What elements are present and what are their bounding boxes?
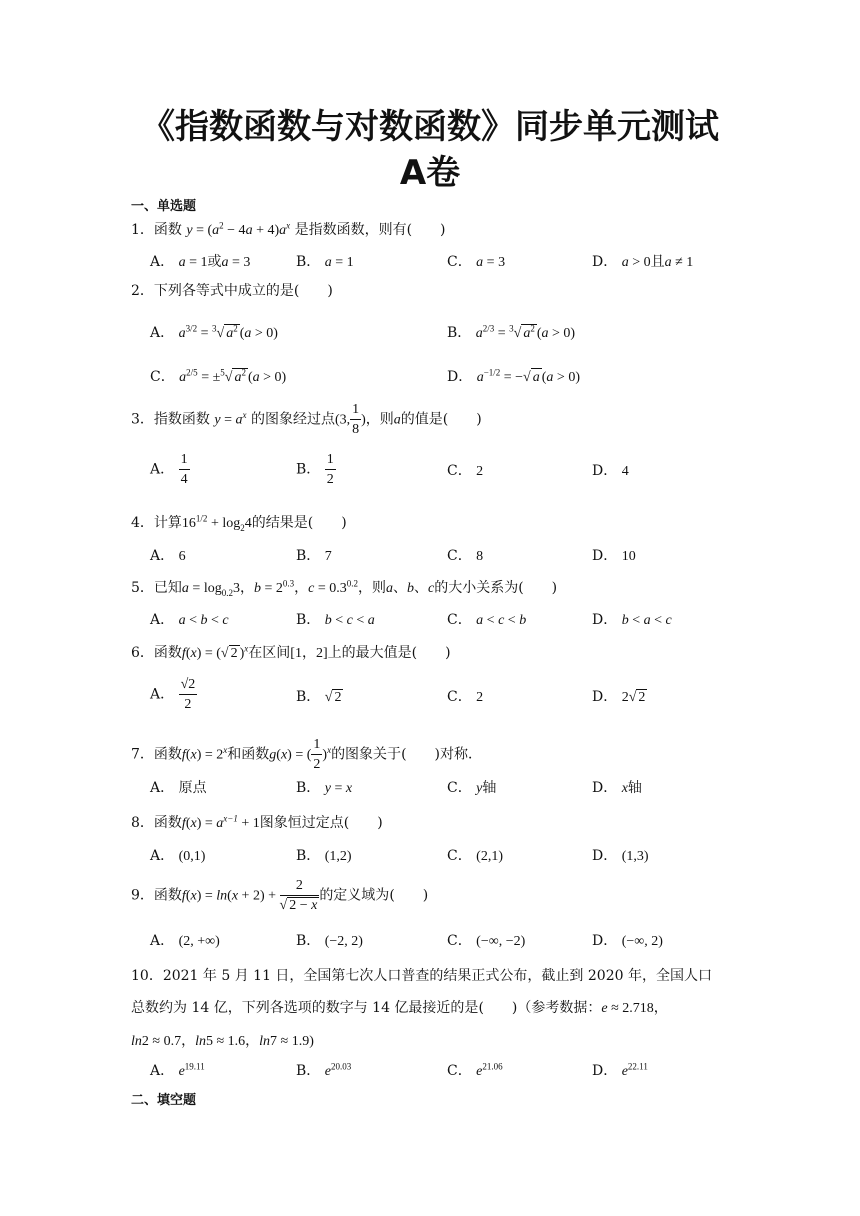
q2-option-b[interactable]: B． $a^{2/3} = ^3√$ $a^2$ (a > 0) <box>447 323 576 341</box>
answer-blank: ( ) <box>406 222 446 238</box>
q1-option-b[interactable]: B． a = 1 <box>296 254 354 270</box>
question-10-line-2: 总数约为 14 亿，下列各选项的数字与 14 亿最接近的是( )（参考数据：e ≈ 2.718， <box>131 1000 668 1016</box>
q3-option-d[interactable]: D． 4 <box>592 463 629 479</box>
page-subtitle <box>0 150 860 196</box>
question-number: 1． <box>131 222 154 238</box>
q6-option-d[interactable]: D． 2√ 2 <box>592 689 646 705</box>
q7-option-d[interactable]: D． x轴 <box>592 780 642 796</box>
q4-option-c[interactable]: C． 8 <box>447 548 484 564</box>
question-5: 5．已知$a = \log_{0.2}3$，$b = 2^{0.3}$，$c = 0.3^{0.2}$，则a、b、c的大小关系为( ) <box>131 578 558 598</box>
q4-option-d[interactable]: D． 10 <box>592 548 636 564</box>
q10-option-c[interactable]: C． $e^{21.06}$ <box>447 1061 503 1079</box>
q5-option-d[interactable]: D． b < a < c <box>592 612 672 628</box>
q4-option-a[interactable]: A． 6 <box>150 548 186 564</box>
section-single-choice: 一、单选题 <box>131 199 197 214</box>
q3-option-b[interactable]: B． $\frac{1}{2}$ <box>296 452 334 487</box>
q2-option-d[interactable]: D． $a^{-1/2}$ = −√ a (a > 0) <box>447 367 580 385</box>
q7-option-c[interactable]: C． y轴 <box>447 780 497 796</box>
q9-option-b[interactable]: B． (−2, 2) <box>296 933 363 949</box>
q6-option-a[interactable]: A． $\frac{√2}{2}$ <box>150 677 196 712</box>
q2-option-a[interactable]: A． $a^{3/2} = ^3√$ $a^2$ (a > 0) <box>150 323 278 341</box>
q8-option-b[interactable]: B． (1,2) <box>296 848 352 864</box>
q7-option-a[interactable]: A． 原点 <box>150 780 207 796</box>
page-title <box>0 104 860 150</box>
question-10-line-3: ln2 ≈ 0.7，ln5 ≈ 1.6，ln7 ≈ 1.9) <box>131 1034 314 1049</box>
question-3: 3．指数函数 $y = a^x$ 的图象经过点(3, $\frac{1}{8}$ )，则a的值是( ) <box>131 402 482 437</box>
question-6: 6．函数f(x) = (√ 2 )$^x$在区间[1，2]上的最大值是( ) <box>131 643 451 661</box>
question-10-line-1: 10．2021 年 5 月 11 日，全国第七次人口普查的结果正式公布，截止到 2020 年，全国人口 <box>131 968 712 984</box>
question-2: 2．下列各等式中成立的是( ) <box>131 283 333 299</box>
q8-option-d[interactable]: D． (1,3) <box>592 848 649 864</box>
q8-option-c[interactable]: C． (2,1) <box>447 848 503 864</box>
q7-option-b[interactable]: B． y = x <box>296 780 353 796</box>
title-line-1: 《指数函数与对数函数》同步单元测试 <box>141 107 719 147</box>
question-8: 8．函数$f(x) = a^{x-1} + 1$图象恒过定点( ) <box>131 813 383 831</box>
q4-option-b[interactable]: B． 7 <box>296 548 332 564</box>
q10-option-b[interactable]: B． $e^{20.03}$ <box>296 1061 352 1079</box>
q5-option-c[interactable]: C． a < c < b <box>447 612 527 628</box>
q5-option-b[interactable]: B． b < c < a <box>296 612 375 628</box>
question-4: 4．计算$16^{1/2} + \log_24$的结果是( ) <box>131 513 347 533</box>
question-1: 1．函数 $y = (a^2 - 4a + 4)a^x$ 是指数函数，则有( ) <box>131 220 446 238</box>
q8-option-a[interactable]: A． (0,1) <box>150 848 206 864</box>
q3-option-a[interactable]: A． $\frac{1}{4}$ <box>150 452 188 487</box>
question-9: 9．函数f(x) = ln(x + 2) + $\frac{2}{√ 2 - x}$ 的定义域为( ) <box>131 878 429 913</box>
q1-option-a[interactable]: A． a = 1或a = 3 <box>150 254 251 270</box>
q9-option-a[interactable]: A． (2, +∞) <box>150 933 220 949</box>
q1-option-c[interactable]: C． a = 3 <box>447 254 506 270</box>
q2-option-c[interactable]: C． $a^{2/5} = \pm^5√$ $a^2$ (a > 0) <box>150 367 287 385</box>
q10-option-d[interactable]: D． $e^{22.11}$ <box>592 1061 648 1079</box>
q5-option-a[interactable]: A． a < b < c <box>150 612 229 628</box>
q1-option-d[interactable]: D． a > 0且a ≠ 1 <box>592 254 694 270</box>
q6-option-c[interactable]: C． 2 <box>447 689 484 705</box>
section-fill-blank: 二、填空题 <box>131 1093 197 1108</box>
formula: y <box>186 223 193 238</box>
title-line-2: A卷 <box>399 153 461 193</box>
q10-option-a[interactable]: A． $e^{19.11}$ <box>150 1061 205 1079</box>
q9-option-d[interactable]: D． (−∞, 2) <box>592 933 663 949</box>
question-10 <box>131 960 731 1058</box>
q9-option-c[interactable]: C． (−∞, −2) <box>447 933 526 949</box>
q6-option-b[interactable]: B． √ 2 <box>296 689 342 705</box>
q3-option-c[interactable]: C． 2 <box>447 463 484 479</box>
question-7: 7．函数$f(x) = 2^x$和函数g(x) = ( $\frac{1}{2}$ )$^x$的图象关于( )对称． <box>131 737 482 772</box>
